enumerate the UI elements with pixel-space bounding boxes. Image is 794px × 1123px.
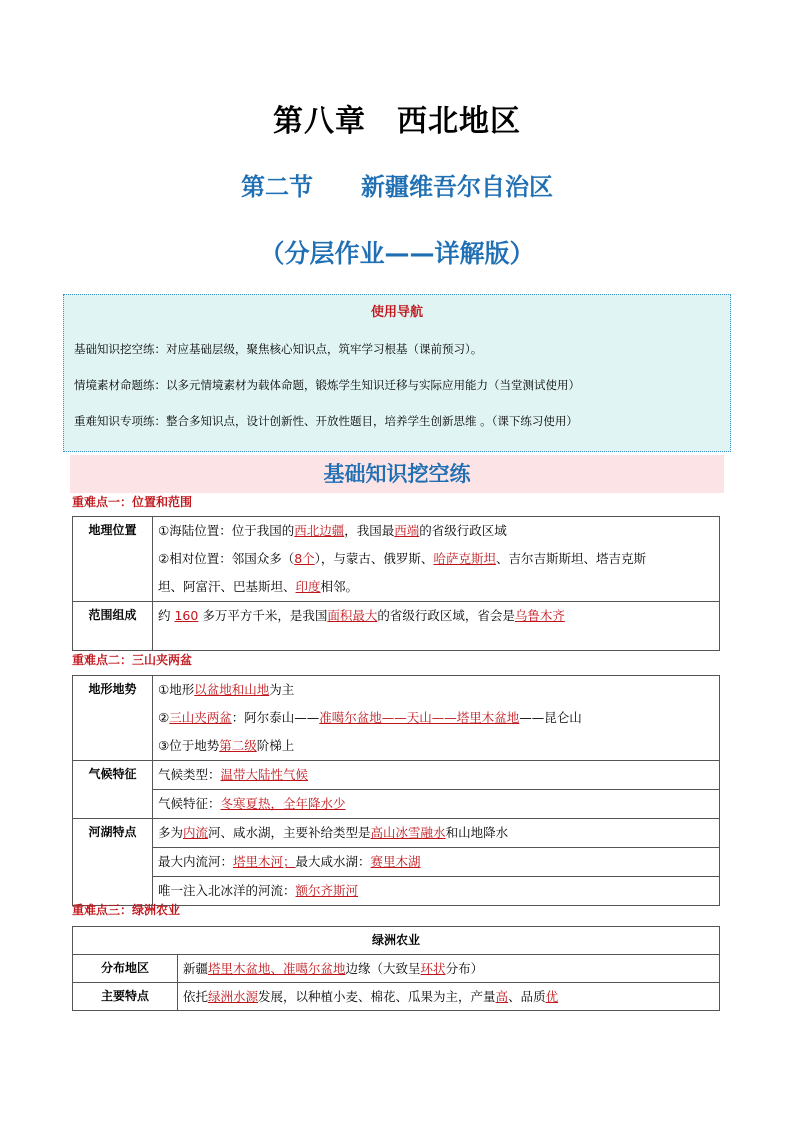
table-row <box>73 676 720 761</box>
text: ①海陆位置：位于我国的 <box>158 523 295 538</box>
text: ② <box>158 710 170 725</box>
section-band: 基础知识挖空练 <box>70 455 724 493</box>
table-row <box>73 819 720 906</box>
answer: 乌鲁木齐 <box>514 608 565 623</box>
text: 唯一注入北冰洋的河流： <box>158 883 296 898</box>
text: 相邻。 <box>320 579 359 594</box>
row-label: 气候特征 <box>73 761 153 819</box>
chapter-title: 第八章 西北地区 <box>273 104 521 139</box>
text: 约 <box>158 608 175 623</box>
answer: 准噶尔盆地——天山——塔里木盆地 <box>319 710 520 725</box>
text: 、吉尔吉斯斯坦、塔吉克斯 <box>495 551 646 566</box>
text-line <box>158 704 719 732</box>
answer: 额尔齐斯河 <box>295 883 359 898</box>
text-line <box>158 545 719 573</box>
row-content <box>153 676 720 761</box>
text-line <box>158 602 719 630</box>
row-label: 分布地区 <box>73 955 178 983</box>
answer: 赛里木湖 <box>370 854 421 869</box>
answer: 西端 <box>394 523 420 538</box>
text: 气候特征： <box>158 796 221 811</box>
row-content <box>178 983 720 1011</box>
row-content <box>153 819 720 906</box>
answer: 第二级 <box>219 738 257 753</box>
oasis-agriculture-table <box>72 926 720 1011</box>
text: 和山地降水 <box>445 825 509 840</box>
text: 、品质 <box>508 989 546 1004</box>
row-content <box>153 517 720 602</box>
text-line <box>158 761 719 789</box>
answer: 三山夹两盆 <box>169 710 232 725</box>
table-row <box>73 955 720 983</box>
row-label: 范围组成 <box>73 602 153 651</box>
answer: 印度 <box>295 579 321 594</box>
answer: 高 <box>495 989 509 1004</box>
text: ），与蒙古、俄罗斯、 <box>314 551 434 566</box>
text: 最大咸水湖： <box>295 854 371 869</box>
row-content <box>178 955 720 983</box>
nav-line: 情境素材命题练：以多元情境素材为载体命题，锻炼学生知识迁移与实际应用能力（当堂测试使用） <box>74 378 580 392</box>
text: 的省级行政区域，省会是 <box>377 608 515 623</box>
text: 河、咸水湖，主要补给类型是 <box>208 825 371 840</box>
text: ，我国最 <box>344 523 395 538</box>
nav-line: 重难知识专项练：整合多知识点，设计创新性、开放性题目，培养学生创新思维 。（课下练习使用） <box>74 414 578 428</box>
text-line <box>158 732 719 760</box>
answer: 绿洲水源 <box>208 989 259 1004</box>
answer: 塔里木盆地、准噶尔盆地 <box>208 961 346 976</box>
answer: 内流 <box>183 825 209 840</box>
text-line <box>158 676 719 704</box>
answer: 160 <box>174 608 199 623</box>
text: ②相对位置：邻国众多（ <box>158 551 295 566</box>
text: 多为 <box>158 825 184 840</box>
text: 的省级行政区域 <box>419 523 507 538</box>
row-label: 地形地势 <box>73 676 153 761</box>
version-title: （分层作业——详解版） <box>259 239 535 268</box>
nav-heading: 使用导航 <box>370 305 423 320</box>
text: 坦、阿富汗、巴基斯坦、 <box>158 579 296 594</box>
row-content <box>153 761 720 819</box>
text: 气候类型： <box>158 767 221 782</box>
table-row <box>73 517 720 602</box>
text-line <box>153 847 719 876</box>
text: ③位于地势 <box>158 738 220 753</box>
key-point-title: 重难点二：三山夹两盆 <box>72 653 193 667</box>
table-heading: 绿洲农业 <box>73 927 720 955</box>
answer: 冬寒夏热，全年降水少 <box>220 796 346 811</box>
terrain-table <box>72 675 720 906</box>
text-line <box>153 876 719 905</box>
text: 阶梯上 <box>256 738 295 753</box>
answer: 面积最大 <box>327 608 378 623</box>
answer: 塔里木河； <box>233 854 296 869</box>
text: 多万平方千米，是我国 <box>198 608 328 623</box>
row-label: 主要特点 <box>73 983 178 1011</box>
key-point-title: 重难点一：位置和范围 <box>72 495 193 509</box>
answer: 西北边疆 <box>294 523 345 538</box>
text: 分布） <box>445 961 484 976</box>
answer: 高山冰雪融水 <box>370 825 446 840</box>
row-label: 地理位置 <box>73 517 153 602</box>
answer: 优 <box>545 989 559 1004</box>
row-content <box>153 602 720 651</box>
answer: 以盆地和山地 <box>194 682 270 697</box>
text: 发展，以种植小麦、棉花、瓜果为主，产量 <box>258 989 496 1004</box>
row-label: 河湖特点 <box>73 819 153 906</box>
nav-line: 基础知识挖空练：对应基础层级，聚焦核心知识点，筑牢学习根基（课前预习）。 <box>74 342 483 356</box>
table-row <box>73 927 720 955</box>
position-table <box>72 516 720 651</box>
text-line <box>158 573 719 601</box>
section-title: 第二节 新疆维吾尔自治区 <box>241 173 553 201</box>
table-row <box>73 602 720 651</box>
text-line <box>153 789 719 818</box>
text: 依托 <box>183 989 209 1004</box>
answer: 环状 <box>420 961 446 976</box>
text-line <box>158 517 719 545</box>
answer: 8个 <box>294 551 315 566</box>
text: 边缘（大致呈 <box>345 961 421 976</box>
answer: 哈萨克斯坦 <box>433 551 496 566</box>
text: ：阿尔泰山—— <box>231 710 320 725</box>
text: 最大内流河： <box>158 854 234 869</box>
usage-navigation-box <box>63 294 731 452</box>
text: ①地形 <box>158 682 195 697</box>
text-line <box>158 819 719 847</box>
text: ——昆仑山 <box>519 710 582 725</box>
table-row <box>73 983 720 1011</box>
text: 新疆 <box>183 961 209 976</box>
key-point-title: 重难点三：绿洲农业 <box>72 903 181 917</box>
text: 为主 <box>269 682 295 697</box>
answer: 温带大陆性气候 <box>220 767 309 782</box>
table-row <box>73 761 720 819</box>
